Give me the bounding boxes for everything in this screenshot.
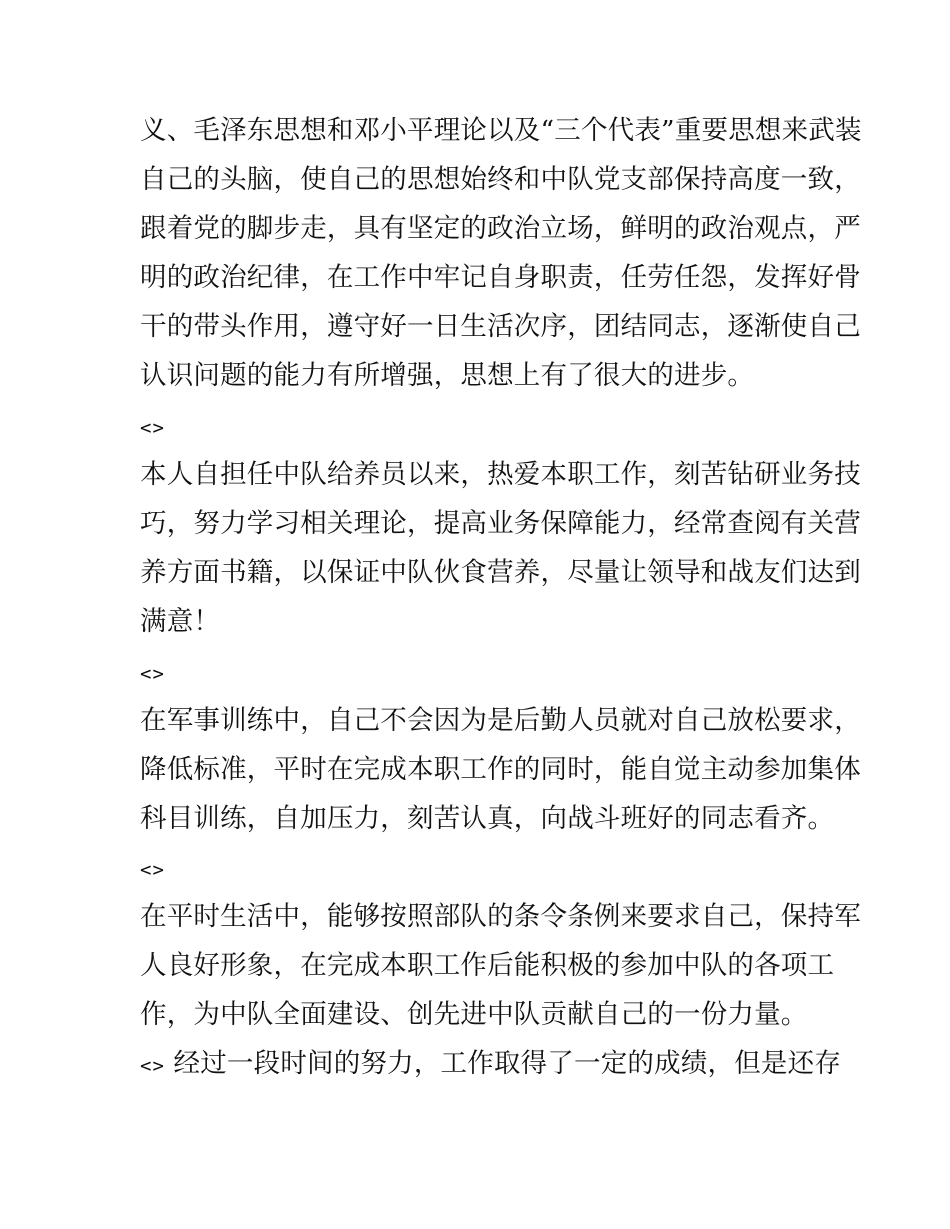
text-line: 明的政治纪律，在工作中牢记自身职责，任劳任怨，发挥好骨	[140, 262, 861, 293]
text-line: 认识问题的能力有所增强，思想上有了很大的进步。	[140, 360, 755, 391]
text-line: 作，为中队全面建设、创先进中队贡献自己的一份力量。	[140, 999, 808, 1030]
text-line: 人良好形象，在完成本职工作后能积极的参加中队的各项工	[140, 950, 835, 981]
text-line: 跟着党的脚步走，具有坚定的政治立场，鲜明的政治观点，严	[140, 213, 861, 244]
text-line: 本人自担任中队给养员以来，热爱本职工作，刻苦钻研业务技	[140, 459, 861, 490]
paragraph-marker: <>	[140, 417, 165, 439]
text-line: 在平时生活中，能够按照部队的条令条例来要求自己，保持军	[140, 901, 861, 932]
text-line: 降低标准，平时在完成本职工作的同时，能自觉主动参加集体	[140, 754, 861, 785]
paragraph-marker: <>	[140, 1055, 165, 1077]
text-line-content: 经过一段时间的努力，工作取得了一定的成绩，但是还存	[173, 1048, 842, 1079]
text-line-last	[140, 1047, 842, 1083]
text-line: 自己的头脑，使自己的思想始终和中队党支部保持高度一致，	[140, 164, 861, 195]
text-line: 满意！	[140, 606, 221, 637]
text-line: 科目训练，自加压力，刻苦认真，向战斗班好的同志看齐。	[140, 803, 835, 834]
paragraph-marker: <>	[140, 859, 165, 881]
text-line: 干的带头作用，遵守好一日生活次序，团结同志，逐渐使自己	[140, 311, 861, 342]
paragraph-marker: <>	[140, 663, 165, 685]
text-line: 养方面书籍，以保证中队伙食营养，尽量让领导和战友们达到	[140, 557, 861, 588]
text-line: 在军事训练中，自己不会因为是后勤人员就对自己放松要求，	[140, 705, 861, 736]
text-line: 义、毛泽东思想和邓小平理论以及“三个代表”重要思想来武装	[140, 115, 862, 146]
text-line: 巧，努力学习相关理论，提高业务保障能力，经常查阅有关营	[140, 508, 861, 539]
